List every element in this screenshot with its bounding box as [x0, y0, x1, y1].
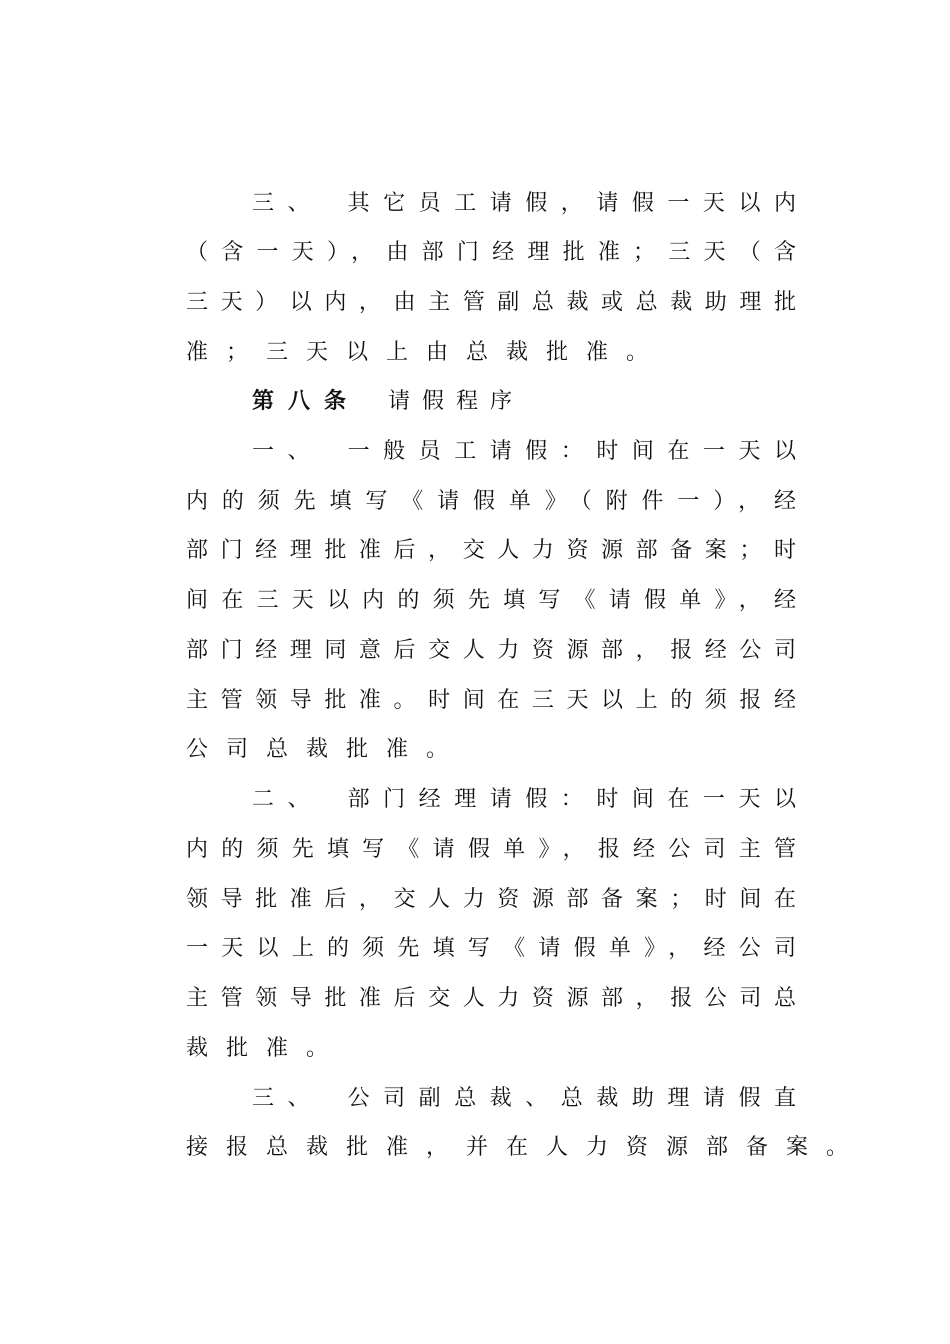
paragraph-line: 接报总裁批准，并在人力资源部备案。: [186, 1135, 867, 1160]
paragraph-line: 部门经理同意后交人力资源部，报经公司: [186, 638, 796, 663]
paragraph-line: 主管领导批准后交人力资源部，报公司总: [186, 986, 796, 1011]
paragraph-line: 准；三天以上由总裁批准。: [186, 340, 667, 365]
paragraph-line: 三、 其它员工请假，请假一天以内: [252, 191, 796, 216]
article-number: 第八条: [252, 389, 361, 414]
paragraph-line: 内的须先填写《请假单》（附件一），经: [186, 489, 796, 514]
paragraph-line: （含一天），由部门经理批准；三天（含: [186, 240, 796, 265]
paragraph-line: 部门经理批准后，交人力资源部备案；时: [186, 538, 796, 563]
paragraph-line: 公司总裁批准。: [186, 737, 467, 762]
paragraph-line: 一、 一般员工请假：时间在一天以: [252, 439, 796, 464]
paragraph-line: 一天以上的须先填写《请假单》，经公司: [186, 936, 796, 961]
paragraph-line: 三天）以内，由主管副总裁或总裁助理批: [186, 290, 796, 315]
paragraph-line: 裁批准。: [186, 1036, 347, 1061]
paragraph-line: 主管领导批准。时间在三天以上的须报经: [186, 688, 796, 713]
paragraph-line: 领导批准后，交人力资源部备案；时间在: [186, 887, 796, 912]
paragraph-line: 三、 公司副总裁、总裁助理请假直: [252, 1086, 796, 1111]
article-title: 请假程序: [388, 389, 525, 414]
paragraph-line: 内的须先填写《请假单》，报经公司主管: [186, 837, 796, 862]
paragraph-line: 二、 部门经理请假：时间在一天以: [252, 787, 796, 812]
article-heading: [252, 382, 796, 422]
paragraph-line: 间在三天以内的须先填写《请假单》，经: [186, 588, 796, 613]
